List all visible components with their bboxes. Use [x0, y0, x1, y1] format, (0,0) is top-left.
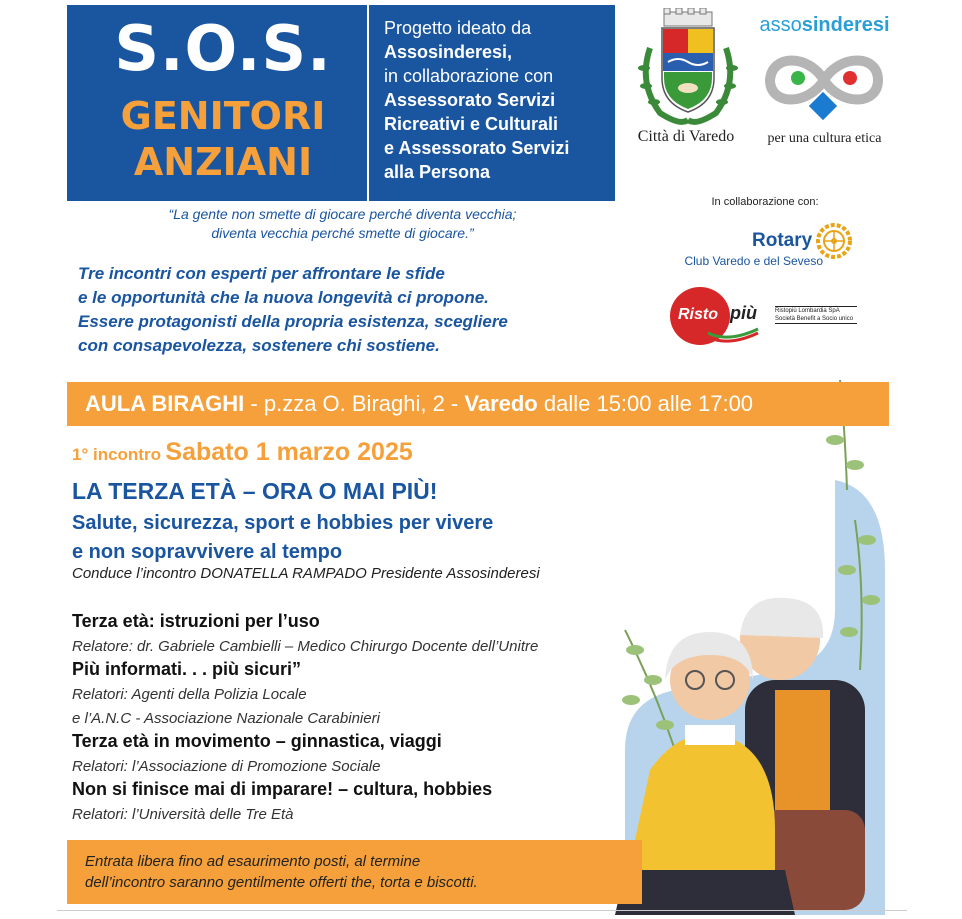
- topic-speaker: Relatori: l’Università delle Tre Età: [72, 806, 294, 823]
- ristopiu-company-text: Ristopiù Lombardia SpA Società Benefit a Socio unico: [775, 306, 857, 324]
- svg-text:più: più: [730, 303, 757, 323]
- topic-speaker: e l’A.N.C - Associazione Nazionale Carabinieri: [72, 710, 380, 727]
- assosinderesi-infinity-icon: [758, 42, 890, 128]
- event-subtitle: Salute, sicurezza, sport e hobbies per vivere e non sopravvivere al tempo: [72, 512, 494, 563]
- quote: “La gente non smette di giocare perché diventa vecchia; diventa vecchia perché smette di giocare.”: [168, 206, 517, 241]
- topic-speaker: Relatori: l’Associazione di Promozione Sociale: [72, 758, 381, 775]
- varedo-coat-of-arms-icon: [630, 8, 746, 128]
- ristopiu-logo-icon: [668, 285, 768, 347]
- topic-title: Terza età in movimento – ginnastica, viaggi: [72, 731, 442, 751]
- event-date: 1° incontro Sabato 1 marzo 2025: [72, 438, 413, 466]
- bottom-divider: [57, 910, 907, 911]
- title-genitori: GENITORI: [120, 94, 326, 138]
- project-description: Progetto ideato da Assosinderesi, in collaborazione con Assessorato Servizi Ricreativi e Culturali e Assessorato Servizi alla Persona: [384, 18, 570, 182]
- title-sos: S.O.S.: [114, 12, 332, 85]
- assosinderesi-tagline: per una cultura etica: [767, 131, 882, 146]
- topic-speaker: Relatore: dr. Gabriele Cambielli – Medico Chirurgo Docente dell’Unitre: [72, 638, 539, 655]
- elderly-couple-illustration-icon: [585, 370, 915, 915]
- topic-title: Non si finisce mai di imparare! – cultura, hobbies: [72, 779, 493, 799]
- intro-text: Tre incontri con esperti per affrontare le sfide e le opportunità che la nuova longevità ci propone. Essere protagonisti della propria esistenza, scegliere con consapevolezza, sostenere chi sostiene.: [78, 264, 508, 355]
- topic-title: Più informati. . . più sicuri”: [72, 659, 302, 679]
- rotary-club: Club Varedo e del Seveso: [684, 254, 823, 268]
- rotary-name: Rotary: [752, 230, 813, 251]
- event-conductor: Conduce l’incontro DONATELLA RAMPADO Presidente Assosinderesi: [72, 565, 540, 582]
- varedo-caption: Città di Varedo: [637, 128, 735, 145]
- title-anziani: ANZIANI: [133, 140, 313, 184]
- assosinderesi-wordmark: assosinderesi: [759, 14, 890, 36]
- topic-title: Terza età: istruzioni per l’uso: [72, 611, 320, 631]
- event-title: LA TERZA ETÀ – ORA O MAI PIÙ!: [72, 478, 438, 504]
- collaboration-label: In collaborazione con:: [711, 196, 819, 208]
- topic-speaker: Relatori: Agenti della Polizia Locale: [72, 686, 307, 703]
- svg-text:Risto: Risto: [678, 306, 718, 323]
- footer-note: Entrata libera fino ad esaurimento posti, al termine dell’incontro saranno gentilmente offerti the, torta e biscotti.: [85, 853, 478, 891]
- location-text: AULA BIRAGHI - p.zza O. Biraghi, 2 - Varedo dalle 15:00 alle 17:00: [85, 391, 754, 416]
